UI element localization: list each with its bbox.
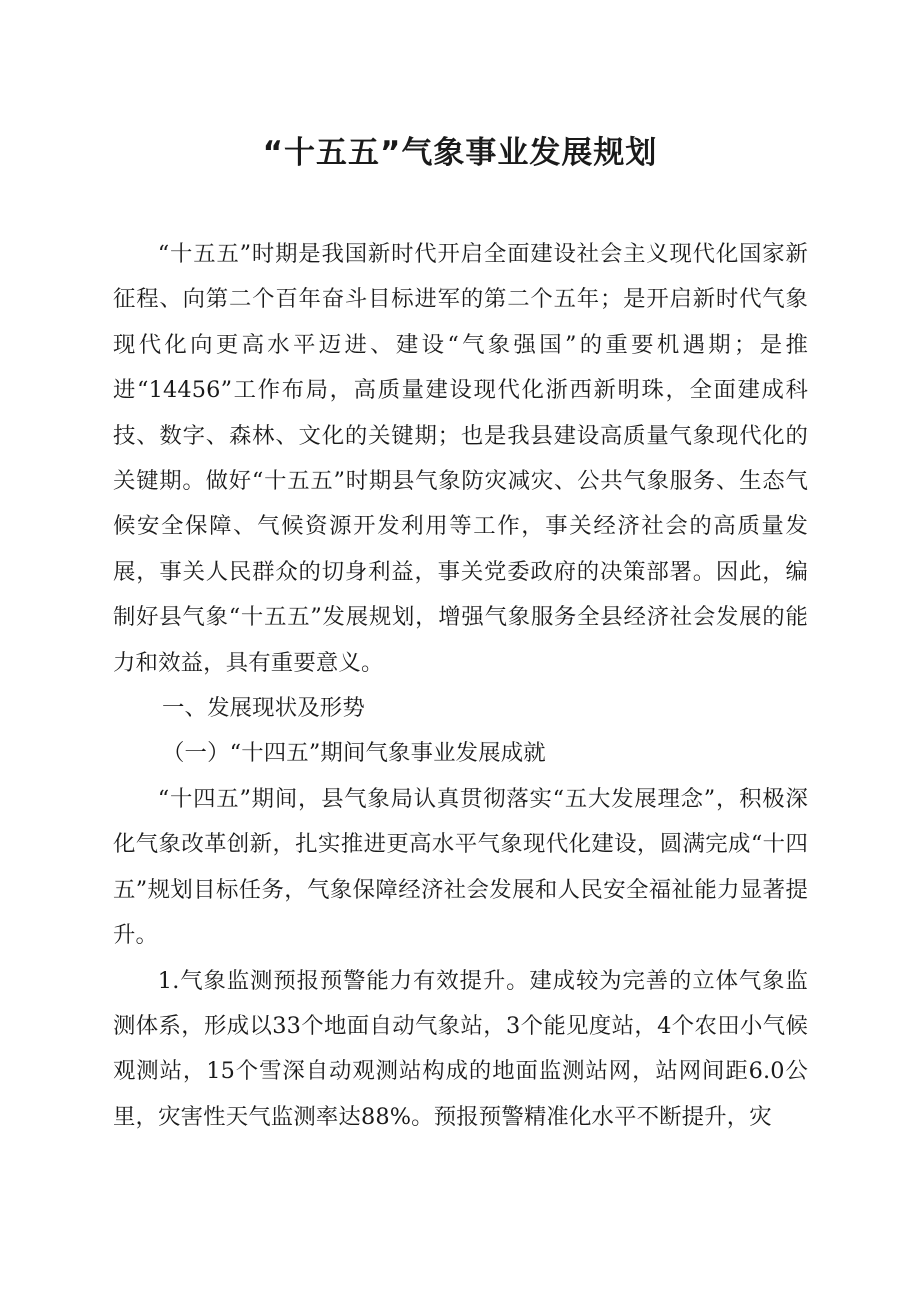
subsection-heading: （一）“十四五”期间气象事业发展成就 xyxy=(162,740,546,767)
intro-paragraph: “十五五”时期是我国新时代开启全面建设社会主义现代化国家新征程、向第二个百年奋斗目标进军的第二个五年；是开启新时代气象现代化向更高水平迈进、建设“气象强国”的重要机遇期；是推进“14456”工作布局，高质量建设现代化浙西新明珠，全面建成科技、数字、森林、文化的关键期；也是我县建设高质量气象现代化的关键期。做好“十五五”时期县气象防灾减灾、公共气象服务、生态气候安全保障、气候资源开发利用等工作，事关经济社会的高质量发展，事关人民群众的切身利益，事关党委政府的决策部署。因此，编制好县气象“十五五”发展规划，增强气象服务全县经济社会发展的能力和效益，具有重要意义。 xyxy=(113,241,808,676)
item-1-paragraph: 1.气象监测预报预警能力有效提升。建成较为完善的立体气象监测体系，形成以33个地面自动气象站，3个能见度站，4个农田小气候观测站，15个雪深自动观测站构成的地面监测站网，站网间距6.0公里，灾害性天气监测率达88%。预报预警精准化水平不断提升，灾 xyxy=(113,967,808,1130)
document-body xyxy=(113,232,808,1140)
achievements-paragraph: “十四五”期间，县气象局认真贯彻落实“五大发展理念”，积极深化气象改革创新，扎实推进更高水平气象现代化建设，圆满完成“十四五”规划目标任务，气象保障经济社会发展和人民安全福祉能力显著提升。 xyxy=(113,785,808,949)
document-title: “十五五”气象事业发展规划 xyxy=(262,135,658,171)
section-heading: 一、发展现状及形势 xyxy=(162,695,365,722)
